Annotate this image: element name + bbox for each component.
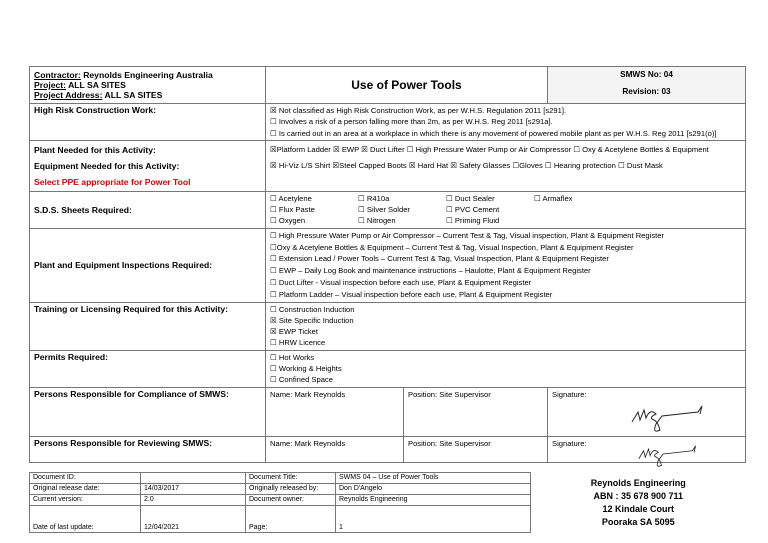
sds-row xyxy=(30,191,746,228)
checkbox-option[interactable]: ☐ Construction Induction xyxy=(270,304,355,314)
contractor: Reynolds Engineering Australia xyxy=(83,70,213,80)
signature-label: Signature: xyxy=(552,438,587,448)
checkbox-option[interactable]: ☐ Is carried out in an area at a workplace in which there is any movement of powered mobile plant as per W.H.S. Reg 2011 [s291(o)] xyxy=(270,128,717,138)
compliance-signature-cell xyxy=(548,387,746,436)
address: ALL SA SITES xyxy=(104,90,163,100)
compliance-name: Name: Mark Reynolds xyxy=(266,387,404,436)
checkbox-option[interactable]: ☐ Acetylene xyxy=(270,193,312,203)
released-by-label: Originally released by: xyxy=(246,484,336,495)
checkbox-option[interactable]: ☐ Confined Space xyxy=(270,375,333,385)
checkbox-option[interactable]: ☐ HRW Licence xyxy=(270,338,326,348)
reviewing-position: Position: Site Supervisor xyxy=(404,436,548,462)
ppe-note: Select PPE appropriate for Power Tool xyxy=(34,176,191,187)
checkbox-option[interactable]: ☐ Flux Paste xyxy=(270,205,315,215)
checkbox-option[interactable]: ☐ EWP – Daily Log Book and maintenance instructions – Haulotte, Plant & Equipment Register xyxy=(270,266,591,276)
page-label: Page: xyxy=(246,506,336,533)
project-info xyxy=(30,67,266,104)
doc-title: SWMS 04 – Use of Power Tools xyxy=(336,473,531,484)
compliance-position: Position: Site Supervisor xyxy=(404,387,548,436)
revision: Revision: 03 xyxy=(622,87,671,96)
checkbox-option[interactable]: ☐ R410a xyxy=(358,193,390,203)
checkbox-option[interactable]: ☒ Site Specific Induction xyxy=(270,315,354,325)
checkbox-option[interactable]: ☐ Hot Works xyxy=(270,352,315,362)
plant-equipment-row xyxy=(30,140,746,191)
permits-label: Permits Required: xyxy=(30,350,266,387)
plant-equipment-labels xyxy=(30,140,266,191)
checkbox-option[interactable]: ☐Oxy & Acetylene Bottles & Equipment – Current Test & Tag, Visual Inspection, Plant & Equipment Register xyxy=(270,242,634,252)
checkbox-option[interactable]: ☐ Priming Fluid xyxy=(446,216,500,226)
training-label: Training or Licensing Required for this Activity: xyxy=(30,302,266,350)
owner-label: Document owner: xyxy=(246,495,336,506)
signature-image xyxy=(628,400,708,432)
checkbox-option[interactable]: ☐ Involves a risk of a person falling more than 2m, as per W.H.S. Reg 2011 [s291a]. xyxy=(270,117,553,127)
released-by: Don D'Angelo xyxy=(336,484,531,495)
reviewing-signature-cell xyxy=(548,436,746,462)
equipment-label: Equipment Needed for this Activity: xyxy=(34,160,180,171)
checkbox-option[interactable]: ☒ Not classified as High Risk Construction Work, as per W.H.S. Regulation 2011 [s291]. xyxy=(270,106,567,115)
smws-table xyxy=(29,66,746,463)
plant-label: Plant Needed for this Activity: xyxy=(34,144,156,155)
permits-options xyxy=(266,350,746,387)
release-date: 14/03/2017 xyxy=(141,484,246,495)
checkbox-option[interactable]: ☐ Oxygen xyxy=(270,216,306,226)
doc-id xyxy=(141,473,246,484)
contractor-label: Contractor: xyxy=(34,70,81,80)
high-risk-label: High Risk Construction Work: xyxy=(30,104,266,141)
checkbox-option[interactable]: ☐ Silver Solder xyxy=(358,205,410,215)
compliance-row xyxy=(30,387,746,436)
training-row xyxy=(30,302,746,350)
reviewing-label: Persons Responsible for Reviewing SMWS: xyxy=(30,436,266,462)
reviewing-name: Name: Mark Reynolds xyxy=(266,436,404,462)
high-risk-options xyxy=(266,104,746,141)
document-footer xyxy=(29,472,746,533)
signature-label: Signature: xyxy=(552,389,587,399)
last-update: 12/04/2021 xyxy=(141,506,246,533)
checkbox-option[interactable]: ☐ Nitrogen xyxy=(358,216,396,226)
company-suburb: Pooraka SA 5095 xyxy=(601,516,675,527)
plant-options[interactable]: ☒Platform Ladder ☒ EWP ☒ Duct Lifter ☐ High Pressure Water Pump or Air Compressor ☐ Oxy & Acetylene Bottles & Equipment xyxy=(270,144,709,154)
company-abn: ABN : 35 678 900 711 xyxy=(593,490,684,501)
inspections-options xyxy=(266,228,746,302)
compliance-label: Persons Responsible for Compliance of SMWS: xyxy=(30,387,266,436)
checkbox-option[interactable]: ☐ Extension Lead / Power Tools – Current Test & Tag, Visual Inspection, Plant & Equipment Register xyxy=(270,254,609,264)
inspections-row xyxy=(30,228,746,302)
version-label: Current version: xyxy=(30,495,141,506)
page-number: 1 xyxy=(336,506,531,533)
checkbox-option[interactable]: ☐ Duct Sealer xyxy=(446,193,495,203)
checkbox-option[interactable]: ☐ Platform Ladder – Visual inspection before each use, Plant & Equipment Register xyxy=(270,289,553,299)
signature-image xyxy=(628,441,708,467)
checkbox-option[interactable]: ☒ EWP Ticket xyxy=(270,327,319,337)
checkbox-option[interactable]: ☐ Duct Lifter - Visual inspection before each use, Plant & Equipment Register xyxy=(270,277,532,287)
company-name: Reynolds Engineering xyxy=(590,477,686,488)
header-row xyxy=(30,67,746,104)
checkbox-option[interactable]: ☐ High Pressure Water Pump or Air Compressor – Current Test & Tag, Visual inspection, Plant & Equipment Register xyxy=(270,230,664,240)
document-title: Use of Power Tools xyxy=(266,67,548,104)
address-label: Project Address: xyxy=(34,90,103,100)
plant-equipment-options xyxy=(266,140,746,191)
last-update-label: Date of last update: xyxy=(30,506,141,533)
checkbox-option[interactable]: ☐ Armaflex xyxy=(534,193,573,203)
high-risk-row xyxy=(30,104,746,141)
checkbox-option[interactable]: ☐ Working & Heights xyxy=(270,364,342,374)
doc-title-label: Document Title: xyxy=(246,473,336,484)
smws-number: SMWS No: 04 xyxy=(620,70,673,79)
reviewing-row xyxy=(30,436,746,462)
permits-row xyxy=(30,350,746,387)
company-street: 12 Kindale Court xyxy=(602,503,674,514)
company-address xyxy=(531,473,746,533)
sds-label: S.D.S. Sheets Required: xyxy=(30,191,266,228)
equipment-options[interactable]: ☒ Hi-Viz L/S Shirt ☒Steel Capped Boots ☒ Hard Hat ☒ Safety Glasses ☐Gloves ☐ Hearing protection ☐ Dust Mask xyxy=(270,160,663,170)
doc-id-label: Document ID: xyxy=(30,473,141,484)
checkbox-option[interactable]: ☐ PVC Cement xyxy=(446,205,500,215)
project-label: Project: xyxy=(34,80,66,90)
version: 2.0 xyxy=(141,495,246,506)
inspections-label: Plant and Equipment Inspections Required: xyxy=(30,228,266,302)
training-options xyxy=(266,302,746,350)
owner: Reynolds Engineering xyxy=(336,495,531,506)
smws-info xyxy=(548,67,746,104)
project: ALL SA SITES xyxy=(68,80,126,90)
sds-options xyxy=(266,191,746,228)
release-date-label: Original release date: xyxy=(30,484,141,495)
